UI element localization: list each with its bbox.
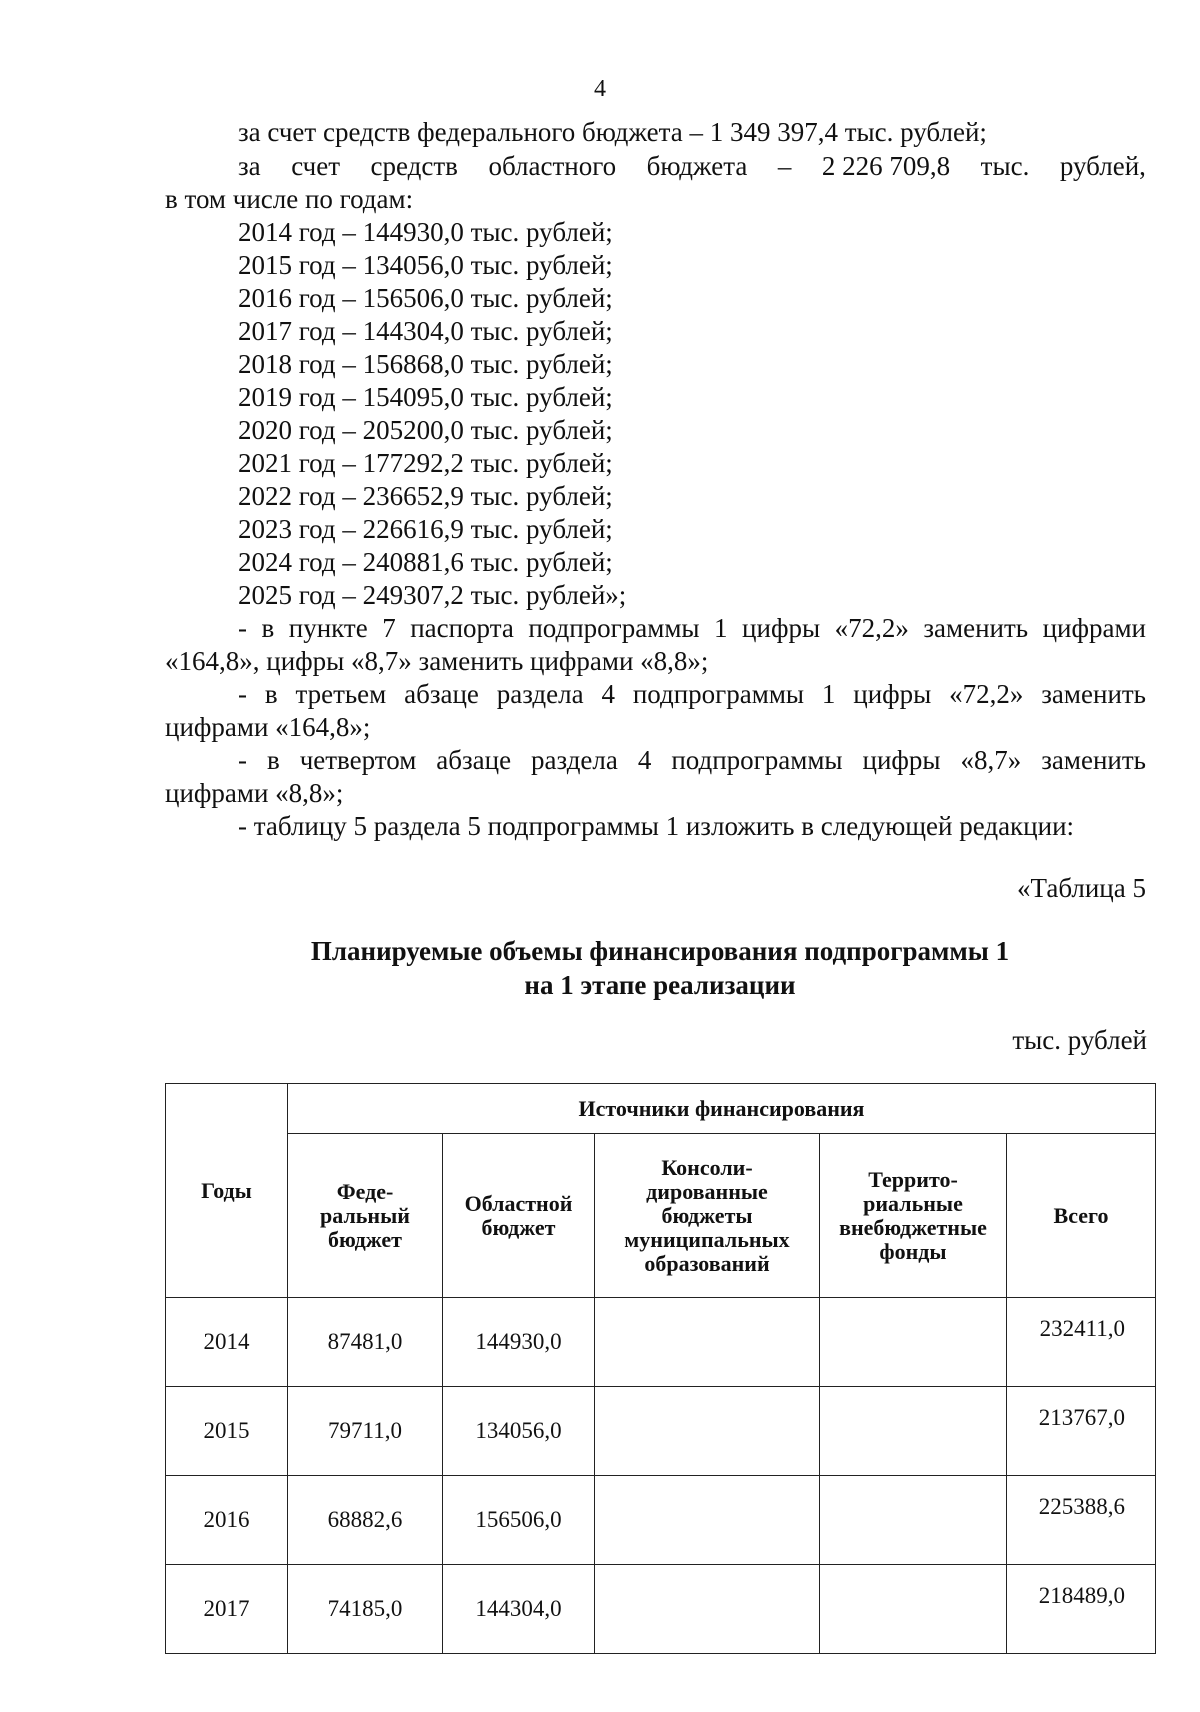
table-caption: «Таблица 5 <box>1017 873 1146 903</box>
table-title-line-2: на 1 этапе реализации <box>524 970 796 1000</box>
cell-regional: 156506,0 <box>443 1476 595 1565</box>
regional-word: тыс. <box>980 151 1030 181</box>
cell-year: 2017 <box>166 1565 288 1654</box>
cell-total: 213767,0 <box>1007 1387 1156 1476</box>
table-row <box>166 1298 1156 1387</box>
paragraph-3-line-2: цифрами «8,8»; <box>165 778 344 808</box>
year-line: 2016 год – 156506,0 тыс. рублей; <box>238 283 613 313</box>
header-municipal: Консоли- дированные бюджеты муниципальных образований <box>595 1134 820 1298</box>
cell-year: 2015 <box>166 1387 288 1476</box>
header-regional: Областной бюджет <box>443 1134 595 1298</box>
federal-budget-line: за счет средств федерального бюджета – 1 349 397,4 тыс. рублей; <box>238 117 987 147</box>
year-line: 2024 год – 240881,6 тыс. рублей; <box>238 547 613 577</box>
cell-funds <box>820 1387 1007 1476</box>
year-line: 2018 год – 156868,0 тыс. рублей; <box>238 349 613 379</box>
cell-regional: 144930,0 <box>443 1298 595 1387</box>
page-number: 4 <box>594 76 606 102</box>
cell-total: 218489,0 <box>1007 1565 1156 1654</box>
financing-table <box>165 1083 1156 1654</box>
regional-word: счет <box>291 151 340 181</box>
header-years: Годы <box>166 1084 288 1298</box>
paragraph-3-line-1: - в четвертом абзаце раздела 4 подпрограммы цифры «8,7» заменить <box>238 745 1146 775</box>
year-line: 2021 год – 177292,2 тыс. рублей; <box>238 448 613 478</box>
units-label: тыс. рублей <box>1012 1025 1147 1055</box>
cell-federal: 87481,0 <box>288 1298 443 1387</box>
regional-word: бюджета <box>646 151 748 181</box>
year-line: 2022 год – 236652,9 тыс. рублей; <box>238 481 613 511</box>
year-line: 2020 год – 205200,0 тыс. рублей; <box>238 415 613 445</box>
cell-municipal <box>595 1298 820 1387</box>
year-line: 2014 год – 144930,0 тыс. рублей; <box>238 217 613 247</box>
regional-word: областного <box>488 151 617 181</box>
table-row <box>166 1476 1156 1565</box>
year-line: 2023 год – 226616,9 тыс. рублей; <box>238 514 613 544</box>
regional-budget-line <box>238 150 1146 182</box>
table-row <box>166 1387 1156 1476</box>
cell-municipal <box>595 1476 820 1565</box>
cell-total: 225388,6 <box>1007 1476 1156 1565</box>
header-federal: Феде- ральный бюджет <box>288 1134 443 1298</box>
year-line: 2017 год – 144304,0 тыс. рублей; <box>238 316 613 346</box>
year-line: 2015 год – 134056,0 тыс. рублей; <box>238 250 613 280</box>
header-sources: Источники финансирования <box>288 1084 1156 1134</box>
cell-municipal <box>595 1387 820 1476</box>
paragraph-2-line-1: - в третьем абзаце раздела 4 подпрограммы 1 цифры «72,2» заменить <box>238 679 1146 709</box>
table-title-line-1: Планируемые объемы финансирования подпрограммы 1 <box>310 936 1010 966</box>
year-line: 2019 год – 154095,0 тыс. рублей; <box>238 382 613 412</box>
paragraph-4: - таблицу 5 раздела 5 подпрограммы 1 изложить в следующей редакции: <box>238 811 1075 841</box>
table-title <box>0 934 1200 1002</box>
cell-federal: 79711,0 <box>288 1387 443 1476</box>
regional-word: – <box>777 151 792 181</box>
cell-total: 232411,0 <box>1007 1298 1156 1387</box>
cell-funds <box>820 1298 1007 1387</box>
cell-funds <box>820 1565 1007 1654</box>
cell-year: 2014 <box>166 1298 288 1387</box>
header-total: Всего <box>1007 1134 1156 1298</box>
regional-word: средств <box>370 151 458 181</box>
cell-regional: 144304,0 <box>443 1565 595 1654</box>
regional-word: за <box>238 151 261 181</box>
regional-word: 2 226 709,8 <box>821 151 951 181</box>
cell-regional: 134056,0 <box>443 1387 595 1476</box>
header-funds: Террито- риальные внебюджетные фонды <box>820 1134 1007 1298</box>
paragraph-1-line-1: - в пункте 7 паспорта подпрограммы 1 цифры «72,2» заменить цифрами <box>238 613 1146 643</box>
cell-federal: 74185,0 <box>288 1565 443 1654</box>
cell-year: 2016 <box>166 1476 288 1565</box>
cell-municipal <box>595 1565 820 1654</box>
table-row <box>166 1565 1156 1654</box>
by-years-line: в том числе по годам: <box>165 184 414 214</box>
year-line: 2025 год – 249307,2 тыс. рублей»; <box>238 580 627 610</box>
cell-funds <box>820 1476 1007 1565</box>
cell-federal: 68882,6 <box>288 1476 443 1565</box>
paragraph-1-line-2: «164,8», цифры «8,7» заменить цифрами «8,8»; <box>165 646 709 676</box>
regional-word: рублей, <box>1059 151 1146 181</box>
paragraph-2-line-2: цифрами «164,8»; <box>165 712 371 742</box>
